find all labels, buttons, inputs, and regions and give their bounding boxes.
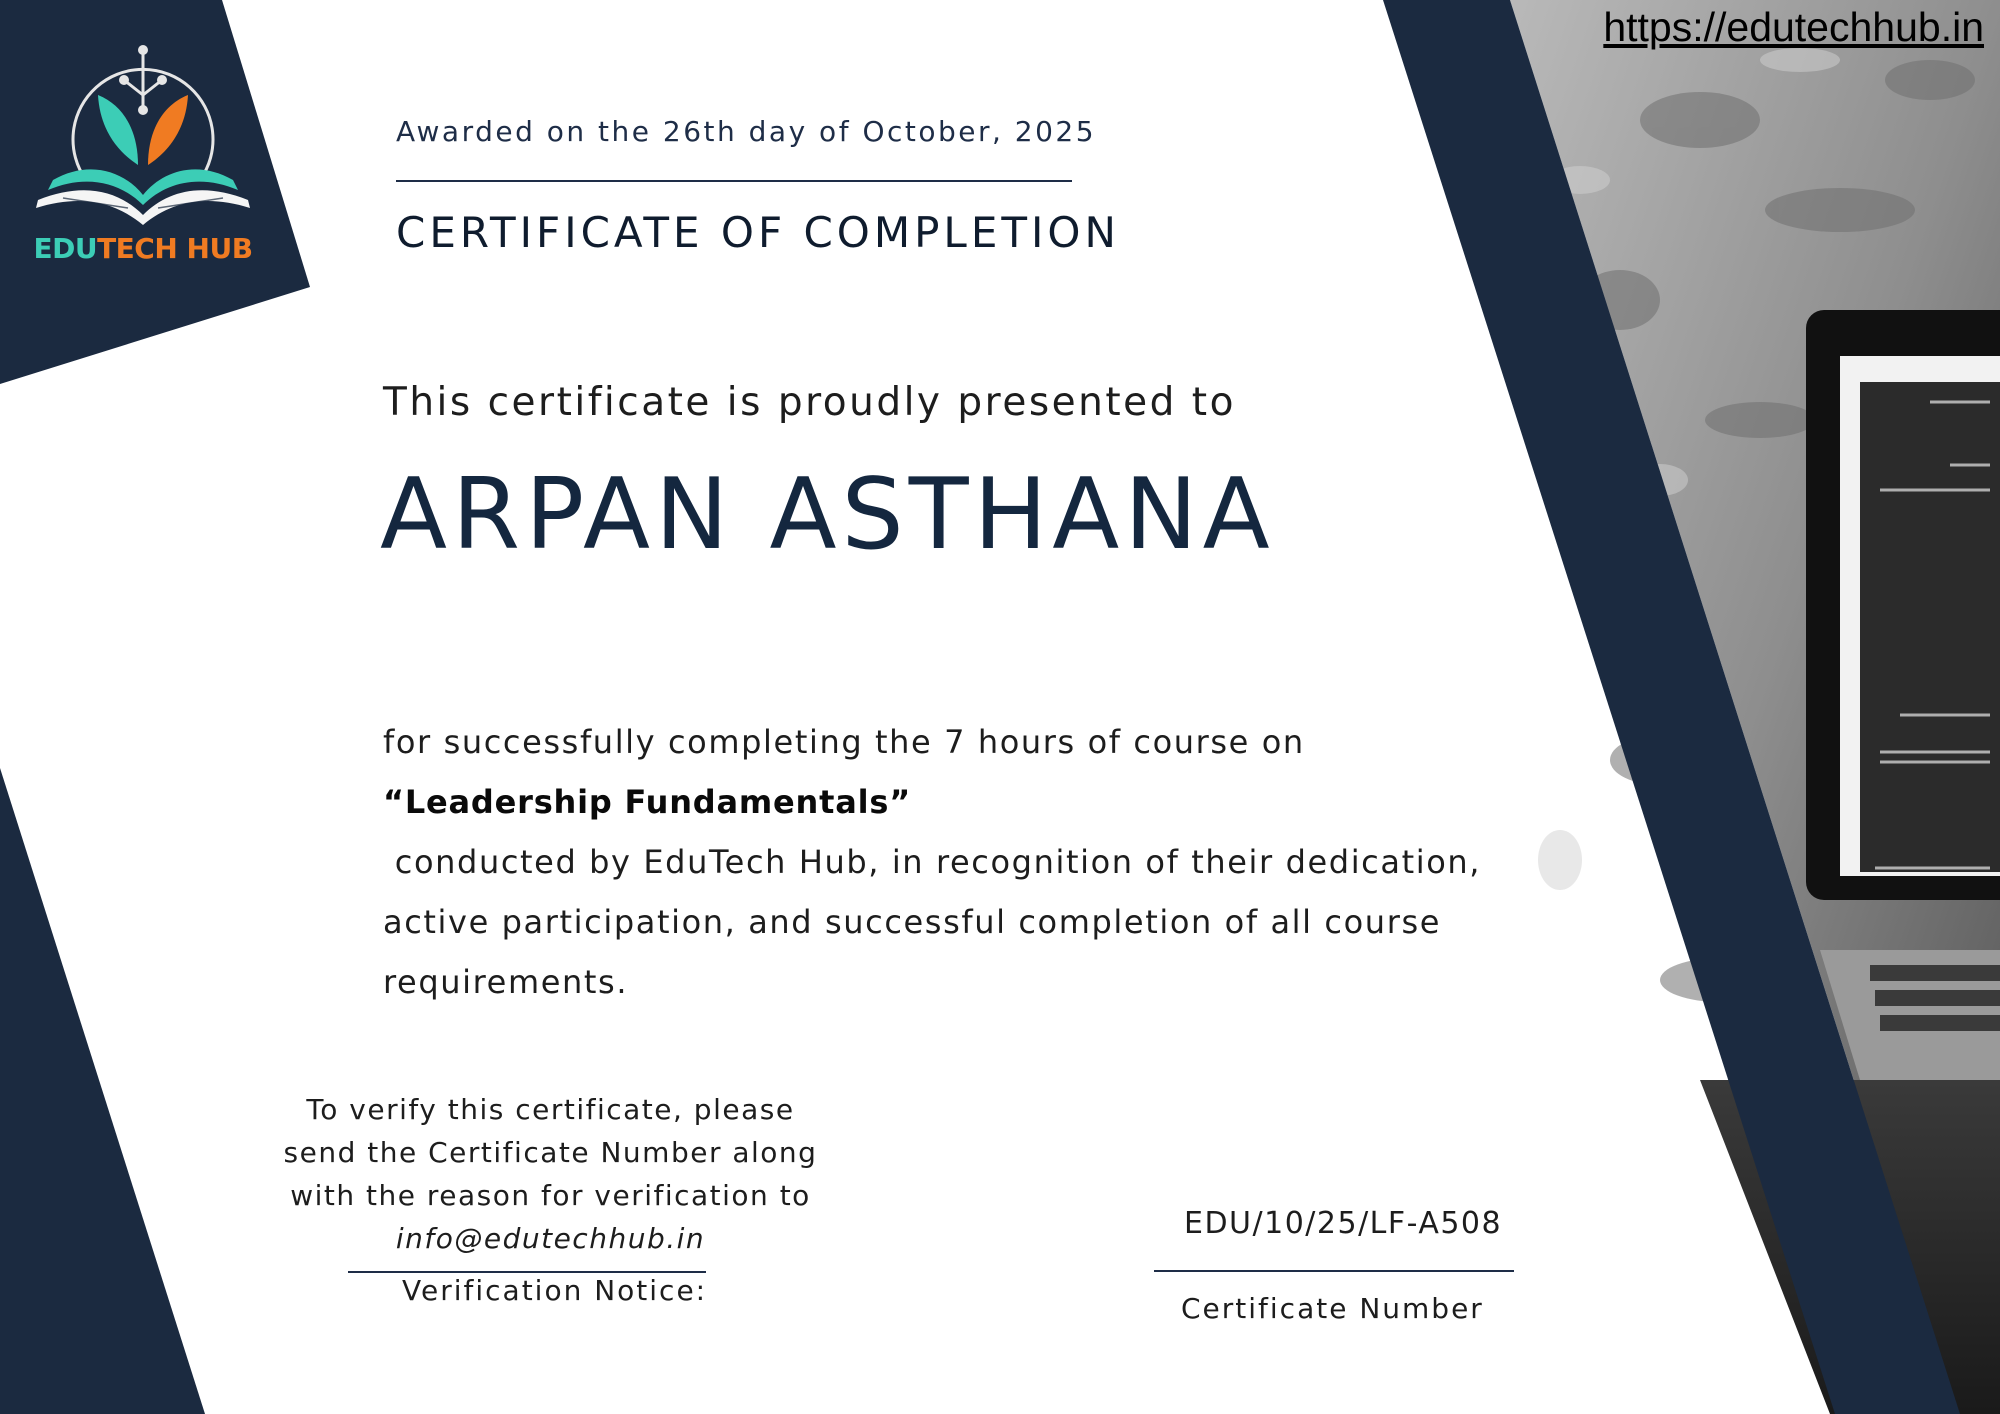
- verification-line-2: send the Certificate Number along: [283, 1136, 818, 1169]
- recipient-name: ARPAN ASTHANA: [380, 458, 1275, 572]
- website-link[interactable]: https://edutechhub.in: [1603, 4, 1984, 50]
- bottom-left-navy-corner: [0, 768, 205, 1414]
- certificate-title: CERTIFICATE OF COMPLETION: [396, 208, 1120, 257]
- open-book-icon: [28, 40, 258, 230]
- verification-label: Verification Notice:: [402, 1274, 708, 1307]
- title-divider: [396, 180, 1072, 182]
- logo-wordmark: [28, 232, 258, 265]
- verification-line-1: To verify this certificate, please: [306, 1093, 795, 1126]
- course-name: “Leadership Fundamentals”: [383, 783, 912, 821]
- certificate-number-label: Certificate Number: [1181, 1292, 1484, 1325]
- certificate-number-divider: [1154, 1270, 1514, 1272]
- verification-line-3: with the reason for verification to: [290, 1179, 811, 1212]
- edutech-hub-logo: [28, 40, 258, 280]
- verification-email: info@edutechhub.in: [395, 1222, 706, 1255]
- verification-notice: [268, 1088, 833, 1260]
- awarded-date: Awarded on the 26th day of October, 2025: [396, 115, 1097, 148]
- logo-text-edu: EDU: [33, 232, 98, 265]
- certificate-number-value: EDU/10/25/LF-A508: [1184, 1206, 1503, 1241]
- certificate-body: [383, 712, 1513, 1012]
- verification-divider: [348, 1271, 706, 1273]
- laptop-photo: [1510, 0, 2000, 1414]
- logo-text-techhub: TECH HUB: [97, 232, 253, 265]
- body-line-1: for successfully completing the 7 hours of course on: [383, 723, 1305, 761]
- body-line-2: conducted by EduTech Hub, in recognition of their dedication, active participation, and successful completion of all course requirements.: [383, 843, 1493, 1001]
- presented-line: This certificate is proudly presented to: [383, 380, 1236, 425]
